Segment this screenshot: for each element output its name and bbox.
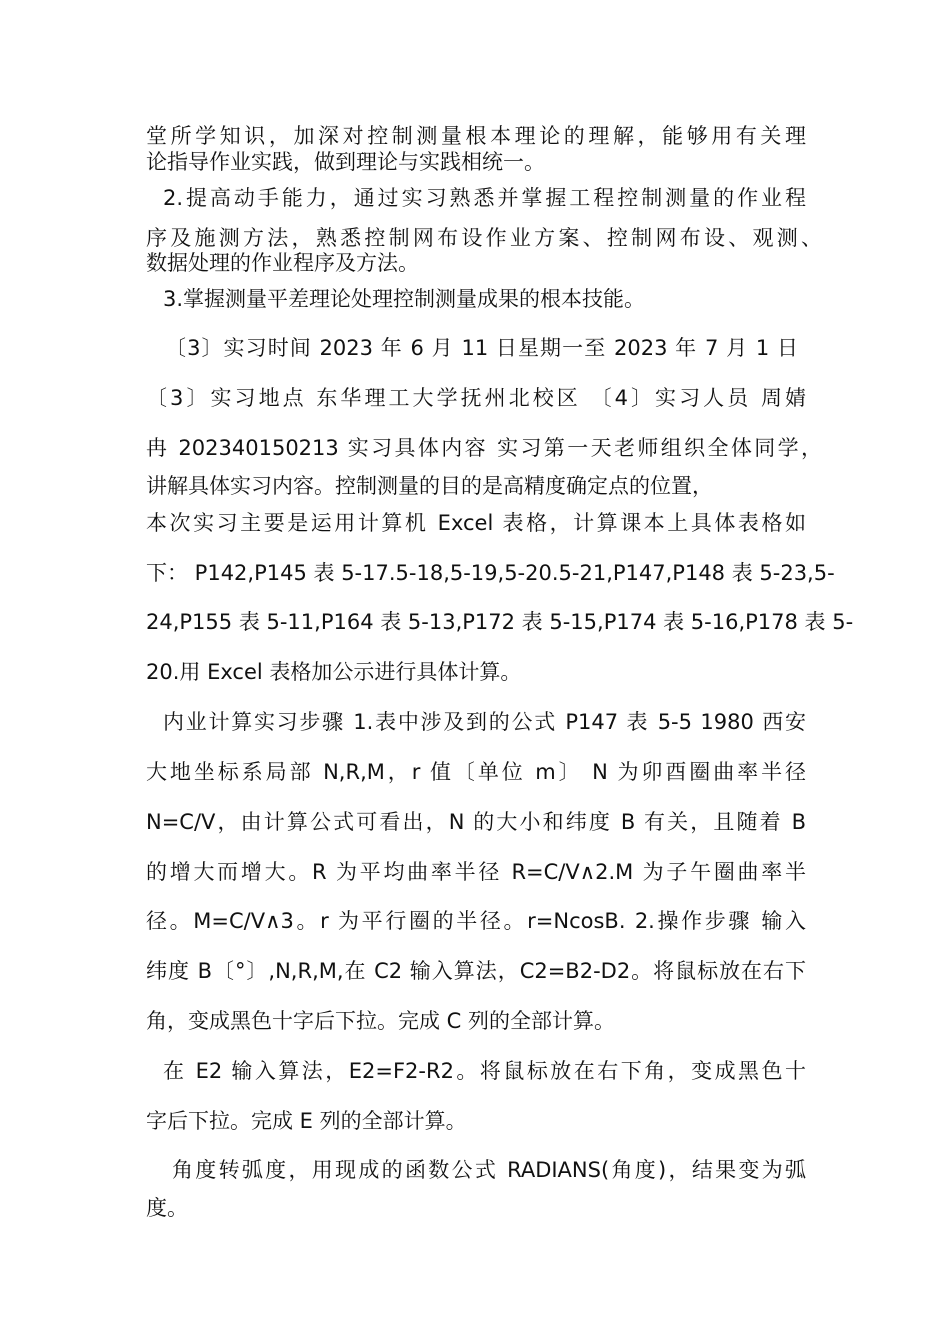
text-line: 24,P155 表 5-11,P164 表 5-13,P172 表 5-15,P174 表 5-16,P178 表 5- — [146, 610, 854, 634]
text-line: 字后下拉。完成 E 列的全部计算。 — [146, 1109, 467, 1133]
text-line: 纬度 B〔°〕,N,R,M,在 C2 输入算法，C2=B2-D2。将鼠标放在右下 — [146, 959, 806, 983]
text-line: 3.掌握测量平差理论处理控制测量成果的根本技能。 — [163, 287, 646, 311]
text-line: N=C/V，由计算公式可看出，N 的大小和纬度 B 有关，且随着 B — [146, 810, 806, 834]
text-line: 2.提高动手能力，通过实习熟悉并掌握工程控制测量的作业程 — [163, 186, 806, 210]
text-line: 论指导作业实践，做到理论与实践相统一。 — [146, 150, 545, 174]
text-line: 本次实习主要是运用计算机 Excel 表格，计算课本上具体表格如 — [146, 511, 806, 535]
text-line: 讲解具体实习内容。控制测量的目的是高精度确定点的位置， — [146, 474, 713, 498]
text-line: 径。M=C/V∧3。r 为平行圈的半径。r=NcosB. 2.操作步骤 输入 — [146, 909, 806, 933]
text-line: 下： P142,P145 表 5-17.5-18,5-19,5-20.5-21,P147,P148 表 5-23,5- — [146, 561, 835, 585]
text-line: 的增大而增大。R 为平均曲率半径 R=C/V∧2.M 为子午圈曲率半 — [146, 860, 806, 884]
text-line: 度。 — [146, 1196, 188, 1220]
text-line: 在 E2 输入算法，E2=F2-R2。将鼠标放在右下角，变成黑色十 — [163, 1059, 806, 1083]
text-line: 大地坐标系局部 N,R,M，r 值〔单位 m〕 N 为卯酉圈曲率半径 — [146, 760, 806, 784]
text-line: 内业计算实习步骤 1.表中涉及到的公式 P147 表 5-5 1980 西安 — [163, 710, 806, 734]
text-line: 数据处理的作业程序及方法。 — [146, 251, 419, 275]
text-line: 20.用 Excel 表格加公示进行具体计算。 — [146, 660, 522, 684]
text-line: 角度转弧度，用现成的函数公式 RADIANS(角度)，结果变为弧 — [172, 1158, 806, 1182]
text-line: 序及施测方法，熟悉控制网布设作业方案、控制网布设、观测、 — [146, 226, 822, 250]
text-line: 角，变成黑色十字后下拉。完成 C 列的全部计算。 — [146, 1009, 616, 1033]
text-line: 堂所学知识，加深对控制测量根本理论的理解，能够用有关理 — [146, 124, 806, 148]
text-line: 冉 202340150213 实习具体内容 实习第一天老师组织全体同学， — [146, 436, 822, 460]
text-line: 〔3〕实习地点 东华理工大学抚州北校区 〔4〕实习人员 周婧 — [146, 386, 806, 410]
text-line: 〔3〕实习时间 2023 年 6 月 11 日星期一至 2023 年 7 月 1 日 — [165, 336, 798, 360]
